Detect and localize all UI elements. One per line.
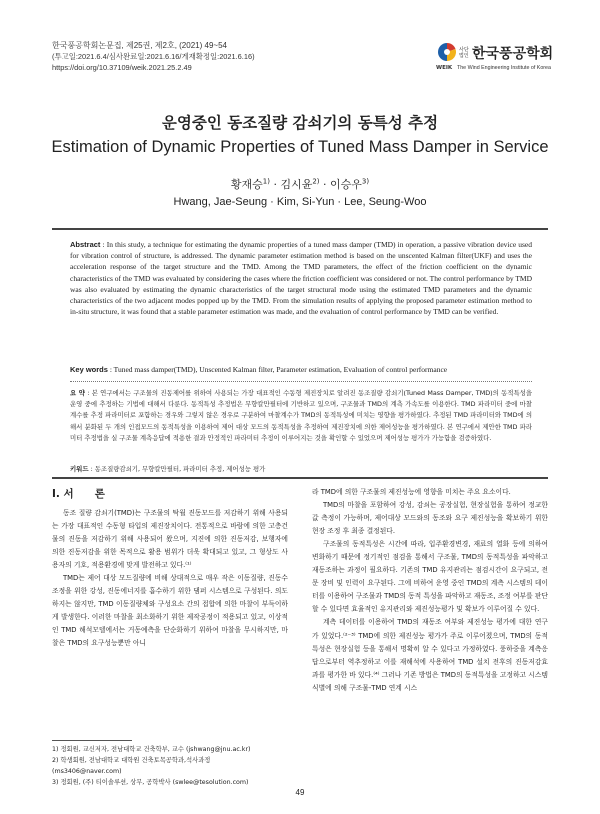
abstract-ko-text: 본 연구에서는 구조물의 진동제어를 위하여 사용되는 가장 대표적인 수동형 제진장치로 알려진 동조질량 감쇠기(Tuned Mass Damper, TMD)의 동적특성을 운영 중에 추정하는 기법에 대해서 다룬다. 동적특성 추정법은 무향칼만필터에 기반하고 있으며, 구조물과 TMD의 계측 가속도를 이용한다. TMD 파라미터 중에 마찰계수를 추정 파라미터로 포함하는 경우와 그렇지 않은 경우로 구분하여 마찰계수가 TMD의 동적특성에 미치는 영향을 평가하였다. 추정된 TMD 파라미터와 TMD에 의해서 분화된 두 개의 인접모드의 동적특성을 이용하여 제어 대상 모드의 동적특성을 추정하여 제진장치에 의한 제어성능을 평가하였다. 본 연구에서 제안한 TMD 파라미터 추정법을 실 구조물 계측응답에 적용한 결과 안정적인 파라미터 추정이 이루어지는 것을 확인할 수 있었으며 제어성능 평가가 가능함을 검증하였다.	[70, 389, 533, 442]
footnote: 3) 정회원, (주) 티이솔루션, 상무, 공학박사 (swlee@tesolution.com)	[52, 779, 249, 786]
logo-name-en: The Wind Engineering Institute of Korea	[457, 65, 551, 71]
keywords-ko: 키워드 : 동조질량감쇠기, 무향칼만필터, 파라미터 추정, 제어성능 평가	[70, 465, 266, 473]
paragraph: 구조물의 동적특성은 시간에 따라, 입주환경변경, 재료의 열화 등에 의하여 변화하기 때문에 정기적인 점검을 통해서 구조물, TMD의 동적특성을 파악하고 재동조하는 과정이 필요하다. 기존의 TMD 유지관리는 점검시간이 요구되고, 전문 장비 및 인력이 요구된다. 그에 비하여 운영 중인 TMD의 계측 시스템의 데이터를 이용하여 구조물과 TMD의 동적 특성을 파악하고 재동조, 조정 여부를 판단할 수 있다면 효율적인 유지관리와 제진성능평가 및 확보가 이루어질 수 있다.	[312, 540, 548, 614]
paragraph: 동조 질량 감쇠기(TMD)는 구조물의 탁월 진동모드를 저감하기 위해 사용되는 가장 대표적인 수동형 타입의 제진장치이다. 전통적으로 바람에 의한 고층건물의 진동을 저감하기 위해 사용되어 왔으며, 지진에 의한 진동저감, 보행자에 의한 진동저감을 위한 목적으로 활용 범위가 더욱 확대되고 있고, 그 형상도 사용자의 기호, 적용환경에 맞게 발전하고 있다.⁽¹⁾	[52, 509, 288, 570]
section-heading: I. 서 론	[52, 488, 105, 500]
paragraph: 계측 데이터를 이용하여 TMD의 재동조 여부와 제진성능 평가에 대한 연구가 있었다.⁽²⁻³⁾ TMD에 의한 제진성능 평가가 주로 이루어졌으며, TMD의 동적 특성은 현장실험 등을 통해서 명확히 알 수 있다고 가정하였다. 풍하중을 계측응답으로부터 역추정하고 이를 재해석에 사용하여 TMD 설치 전후의 진동저감효과를 평가한 바 있다.⁽⁴⁾ 그러나 기존 방법은 TMD의 동적특성을 고정하고 시스템 식별에 의해 구조물-TMD 연계 시스	[312, 618, 548, 692]
page-number: 49	[295, 788, 305, 797]
body-column-right	[312, 486, 548, 695]
author-separator: ·	[323, 178, 327, 191]
abstract-ko-label: 요 약	[70, 389, 85, 397]
author-sup: 1)	[262, 177, 270, 186]
keywords-text: Tuned mass damper(TMD), Unscented Kalman filter, Parameter estimation, Evaluation of control performance	[113, 365, 448, 374]
paragraph: 라 TMD에 의한 구조물의 제진성능에 영향을 미치는 주요 요소이다.	[312, 488, 511, 496]
paragraph: TMD는 제어 대상 모드질량에 비해 상대적으로 매우 작은 이동질량, 진동수 조정을 위한 강성, 진동에너지를 흡수하기 위한 댐퍼 시스템으로 구성된다. 의도하지는 않지만, TMD 이동질량체와 구성요소 간의 접합에 의한 마찰이 부득이하게 발생한다. 이러한 마찰을 최소화하기 위한 제작공정이 적용되고 있고, 이상적인 TMD 해석모델에서는 거동예측을 단순화하기 위하여 마찰을 무시하지만, 마찰은 TMD의 요구성능뿐만 아니	[52, 574, 288, 648]
footnotes	[52, 744, 292, 788]
author-name: 이승우	[330, 178, 362, 191]
abstract-ko: 요 약 : 본 연구에서는 구조물의 진동제어를 위하여 사용되는 가장 대표적인 수동형 제진장치로 알려진 동조질량 감쇠기(Tuned Mass Damper, TMD)의 동적특성을 운영 중에 추정하는 기법에 대해서 다룬다. 동적특성 추정법은 무향칼만필터에 기반하고 있으며, 구조물과 TMD의 계측 가속도를 이용한다. TMD 파라미터 중에 마찰계수를 추정 파라미터로 포함하는 경우와 그렇지 않은 경우로 구분하여 마찰계수가 TMD의 동적특성에 미치는 영향을 평가하였다. 추정된 TMD 파라미터와 TMD에 의해서 분화된 두 개의 인접모드의 동적특성을 이용하여 제어 대상 모드의 동적특성을 추정하여 제진장치에 의한 제어성능을 평가하였다. 본 연구에서 제안한 TMD 파라미터 추정법을 실 구조물 계측응답에 적용한 결과 안정적인 파라미터 추정이 이루어지는 것을 확인할 수 있었으며 제어성능 평가가 가능함을 검증하였다.	[70, 389, 533, 442]
paper-title-en: Estimation of Dynamic Properties of Tuned Mass Damper in Service	[51, 138, 549, 156]
divider	[52, 477, 548, 479]
keywords-ko-label: 키워드	[70, 465, 89, 473]
society-logo	[436, 41, 560, 77]
author-separator: ·	[273, 178, 277, 191]
footnote: 1) 정회원, 교신저자, 전남대학교 건축학부, 교수 (jshwang@jnu.ac.kr)	[52, 746, 251, 753]
keywords-ko-text: 동조질량감쇠기, 무향칼만필터, 파라미터 추정, 제어성능 평가	[94, 465, 266, 473]
author-sup: 2)	[312, 177, 320, 186]
logo-corp-label: 사단 법인	[459, 47, 469, 59]
divider	[52, 228, 548, 230]
authors-en: Hwang, Jae-Seung · Kim, Si-Yun · Lee, Seung-Woo	[173, 196, 427, 208]
paper-title-ko: 운영중인 동조질량 감쇠기의 동특성 추정	[161, 114, 439, 132]
footnote: 2) 학생회원, 전남대학교 대학원 건축토목공학과,석사과정 (ms3406@naver.com)	[52, 757, 211, 775]
authors-ko	[0, 176, 600, 192]
keywords-en: Key words : Tuned mass damper(TMD), Unscented Kalman filter, Parameter estimation, Evaluation of control performance	[70, 365, 448, 374]
journal-header	[52, 40, 255, 73]
keywords-label: Key words	[70, 365, 108, 374]
doi-link[interactable]: https://doi.org/10.37109/weik.2021.25.2.49	[52, 63, 192, 72]
abstract-label: Abstract	[70, 240, 101, 249]
journal-citation: 한국풍공학회논문집, 제25권, 제2호, (2021) 49~54	[52, 41, 227, 50]
footnote-rule	[52, 740, 132, 741]
submission-dates: (투고일:2021.6.4/심사완료일:2021.6.16/게재확정일:2021.6.16)	[52, 52, 255, 61]
logo-abbr: WEIK	[436, 65, 453, 71]
author-sup: 3)	[361, 177, 370, 186]
abstract-en: Abstract : In this study, a technique for estimating the dynamic properties of a tuned mass damper (TMD) in operation, a passive vibration device used for vibration control of structure, is addressed. The dynamic parameter estimation method is based on the unscented Kalman filter(UKF) and uses the acceleration response of the target structure and the TMD. Among the TMD parameters, the effect of the friction coefficient on the dynamic characteristics of the TMD was evaluated by considering the cases where the friction coefficient was considered or not. The control performance by TMD was also evaluated by estimating the dynamic characteristics of the target structural mode using the estimated TMD parameters and the dynamic characteristics of the two adjacent modes popped up by the TMD. From the simulation results of applying the proposed parameter estimation method to in-situ structure, it was found that a stable parameter estimation was made, and the evaluation of control performance by TMD can be verified.	[70, 240, 532, 317]
paragraph: TMD의 마찰을 포함하여 강성, 감쇠는 공장실험, 현장실험을 통하여 정교한 값 측정이 가능하며, 제어대상 모드와의 동조와 요구 제진성능을 확보하기 위한 현장 조정 후 최종 결정된다.	[312, 501, 548, 536]
author-name: 황재승	[230, 178, 263, 191]
body-column-left	[52, 507, 288, 651]
abstract-text: In this study, a technique for estimating the dynamic properties of a tuned mass damper (TMD) in operation, a passive vibration device used for vibration control of structure, is addressed. The dynamic parameter estimation method is based on the unscented Kalman filter(UKF) and uses the acceleration response of the target structure and the TMD. Among the TMD parameters, the effect of the friction coefficient on the dynamic characteristics of the TMD was evaluated by considering the cases where the friction coefficient was considered or not. The control performance by TMD was also evaluated by estimating the dynamic characteristics of the target structural mode using the estimated TMD parameters and the dynamic characteristics of the two adjacent modes popped up by the TMD. From the simulation results of applying the proposed parameter estimation method to in-situ structure, it was found that a stable parameter estimation was made, and the evaluation of control performance by TMD can be verified.	[70, 240, 532, 317]
society-logo-icon	[436, 41, 458, 63]
author-name: 김시윤	[280, 178, 313, 191]
logo-name-ko: 한국풍공학회	[472, 46, 554, 62]
dotted-divider	[70, 381, 532, 382]
